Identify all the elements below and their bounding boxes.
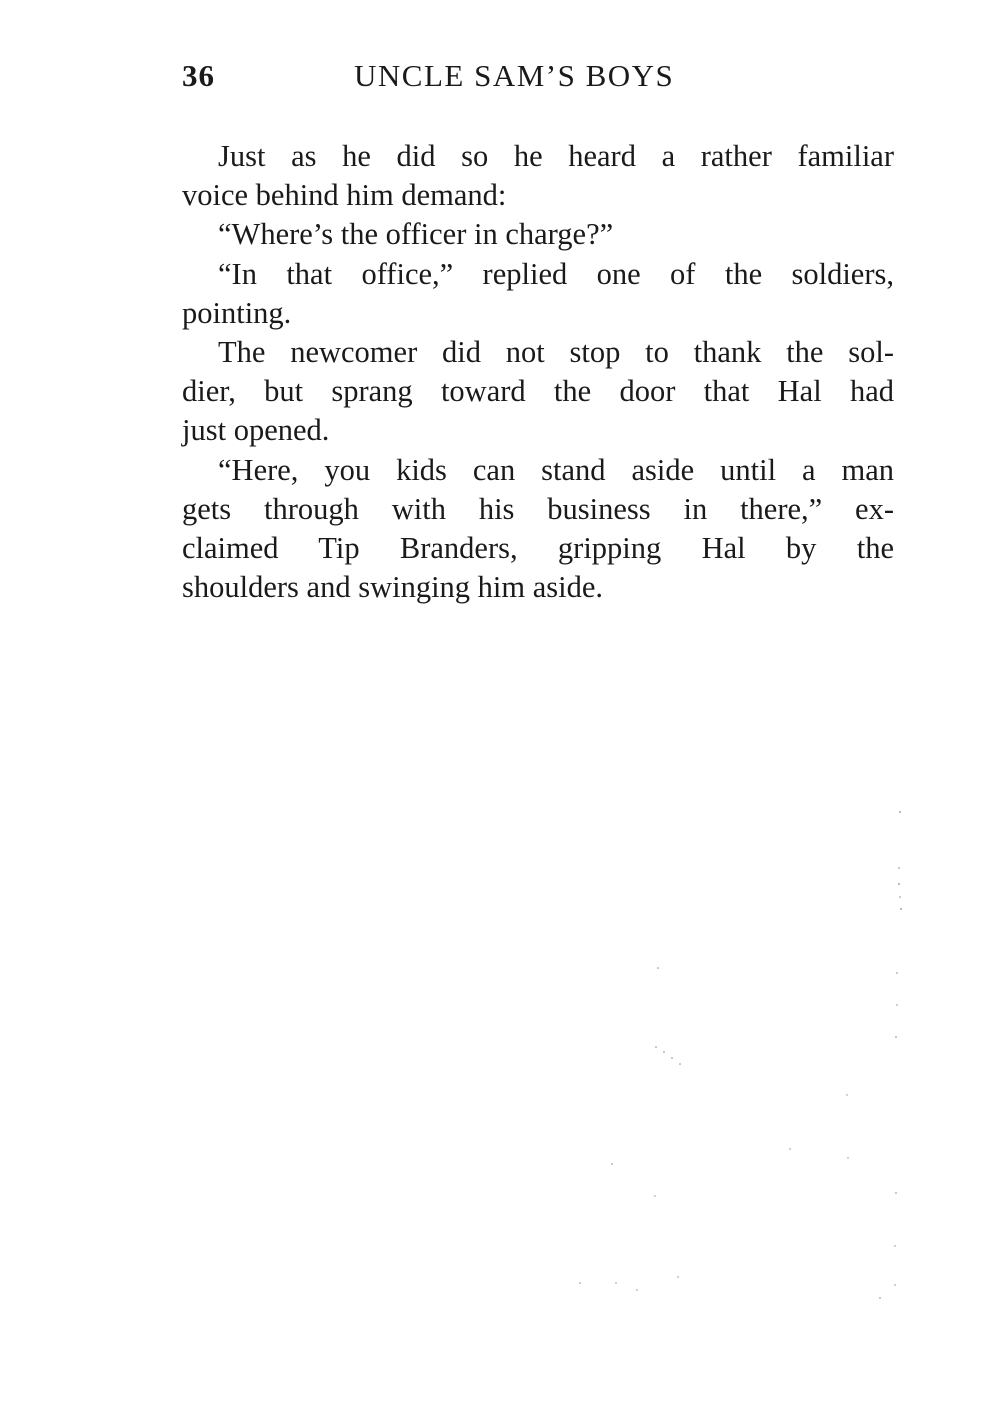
text-line: “In that office,” replied one of the soldiers, <box>218 256 894 291</box>
text-line: gets through with his business in there,” ex- <box>182 491 894 526</box>
text-line: claimed Tip Branders, gripping Hal by the <box>182 530 894 565</box>
text-line: voice behind him demand: <box>182 178 507 213</box>
running-title: UNCLE SAM’S BOYS <box>354 58 675 93</box>
text-line: “Here, you kids can stand aside until a man <box>218 452 894 487</box>
text-line: “Where’s the officer in charge?” <box>218 217 614 252</box>
text-line: The newcomer did not stop to thank the sol- <box>218 334 894 369</box>
text-line: Just as he did so he heard a rather familiar <box>218 139 894 173</box>
text-line: dier, but sprang toward the door that Hal had <box>182 374 894 409</box>
text-line: pointing. <box>182 295 292 330</box>
text-line: just opened. <box>182 413 330 448</box>
page-number: 36 <box>182 58 215 93</box>
text-line: shoulders and swinging him aside. <box>182 570 604 605</box>
